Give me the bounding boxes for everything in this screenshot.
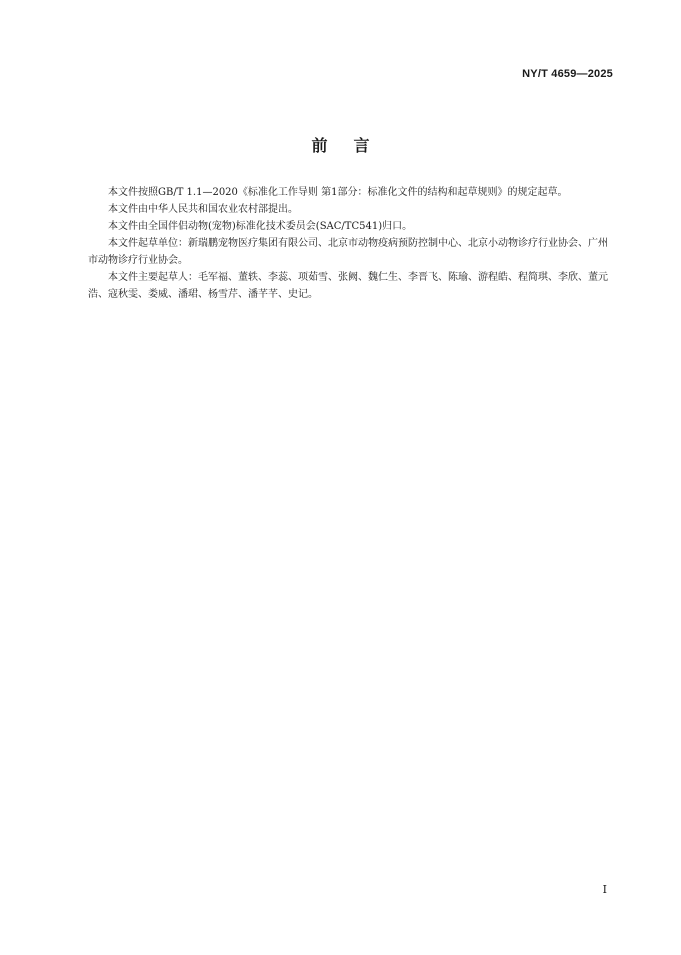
paragraph-drafters: 本文件主要起草人：毛军福、董轶、李蕊、项茹雪、张阙、魏仁生、李晋飞、陈瑜、游程皓、程简琪、李欣、董元浩、寇秋雯、娄威、潘珺、杨雪芹、潘芊芊、史记。 xyxy=(88,272,608,300)
paragraph-technical-committee: 本文件由全国伴侣动物(宠物)标准化技术委员会(SAC/TC541)归口。 xyxy=(108,221,413,232)
section-title: 前言 xyxy=(311,136,396,155)
preface-body xyxy=(88,184,608,303)
paragraph-proposer: 本文件由中华人民共和国农业农村部提出。 xyxy=(108,204,298,215)
page-number: I xyxy=(602,883,607,896)
standard-number: NY/T 4659—2025 xyxy=(522,68,613,80)
paragraph-drafting-units: 本文件起草单位：新瑞鹏宠物医疗集团有限公司、北京市动物疫病预防控制中心、北京小动物诊疗行业协会、广州市动物诊疗行业协会。 xyxy=(88,238,608,266)
paragraph-drafting-rules: 本文件按照GB/T 1.1—2020《标准化工作导则 第1部分：标准化文件的结构和起草规则》的规定起草。 xyxy=(108,187,568,198)
